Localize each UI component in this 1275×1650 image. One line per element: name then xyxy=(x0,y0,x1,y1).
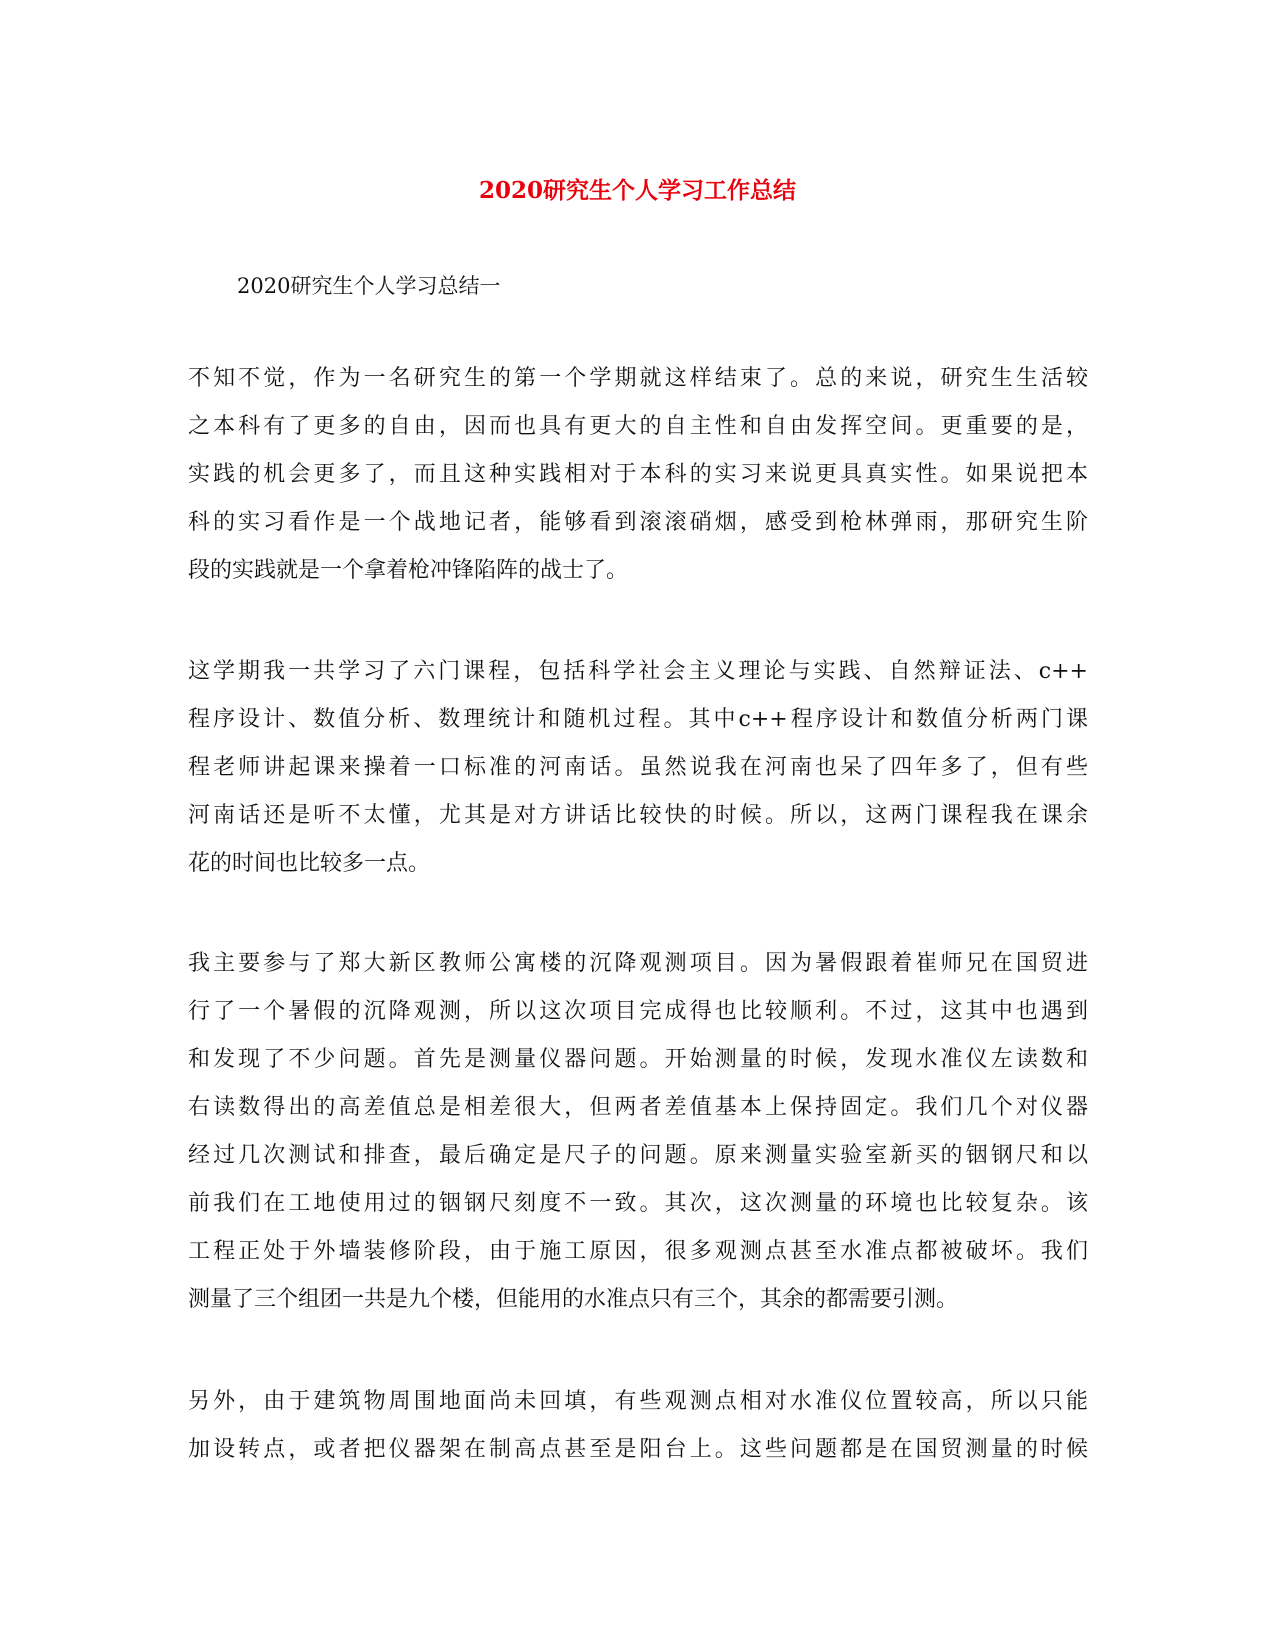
text-line: 程序设计、数值分析、数理统计和随机过程。其中c++程序设计和数值分析两门课 xyxy=(188,707,1088,732)
paragraph-1 xyxy=(188,355,1088,595)
text-line: 科的实习看作是一个战地记者，能够看到滚滚硝烟，感受到枪林弹雨，那研究生阶 xyxy=(188,510,1088,535)
paragraph-3 xyxy=(188,940,1088,1324)
text-line: 不知不觉，作为一名研究生的第一个学期就这样结束了。总的来说，研究生生活较 xyxy=(188,366,1088,391)
text-line: 段的实践就是一个拿着枪冲锋陷阵的战士了。 xyxy=(188,558,629,583)
document-title: 2020研究生个人学习工作总结 xyxy=(478,177,796,204)
text-line: 河南话还是听不太懂，尤其是对方讲话比较快的时候。所以，这两门课程我在课余 xyxy=(188,803,1088,828)
text-line: 程老师讲起课来操着一口标准的河南话。虽然说我在河南也呆了四年多了，但有些 xyxy=(188,755,1088,780)
paragraph-2 xyxy=(188,648,1088,888)
section-subheading: 2020研究生个人学习总结一 xyxy=(237,274,501,298)
text-line: 行了一个暑假的沉降观测，所以这次项目完成得也比较顺利。不过，这其中也遇到 xyxy=(188,999,1088,1024)
text-line: 花的时间也比较多一点。 xyxy=(188,851,431,876)
text-line: 右读数得出的高差值总是相差很大，但两者差值基本上保持固定。我们几个对仪器 xyxy=(188,1095,1088,1120)
text-line: 工程正处于外墙装修阶段，由于施工原因，很多观测点甚至水准点都被破坏。我们 xyxy=(188,1239,1088,1264)
text-line: 我主要参与了郑大新区教师公寓楼的沉降观测项目。因为暑假跟着崔师兄在国贸进 xyxy=(188,951,1088,976)
text-line: 和发现了不少问题。首先是测量仪器问题。开始测量的时候，发现水准仪左读数和 xyxy=(188,1047,1088,1072)
text-line: 经过几次测试和排查，最后确定是尺子的问题。原来测量实验室新买的铟钢尺和以 xyxy=(188,1143,1088,1168)
text-line: 另外，由于建筑物周围地面尚未回填，有些观测点相对水准仪位置较高，所以只能 xyxy=(188,1389,1088,1414)
text-line: 实践的机会更多了，而且这种实践相对于本科的实习来说更具真实性。如果说把本 xyxy=(188,462,1088,487)
text-line: 这学期我一共学习了六门课程，包括科学社会主义理论与实践、自然辩证法、c++ xyxy=(188,659,1088,684)
text-line: 测量了三个组团一共是九个楼，但能用的水准点只有三个，其余的都需要引测。 xyxy=(188,1287,959,1312)
text-line: 前我们在工地使用过的铟钢尺刻度不一致。其次，这次测量的环境也比较复杂。该 xyxy=(188,1191,1088,1216)
paragraph-4 xyxy=(188,1378,1088,1474)
text-line: 加设转点，或者把仪器架在制高点甚至是阳台上。这些问题都是在国贸测量的时候 xyxy=(188,1437,1088,1462)
text-line: 之本科有了更多的自由，因而也具有更大的自主性和自由发挥空间。更重要的是， xyxy=(188,414,1088,439)
